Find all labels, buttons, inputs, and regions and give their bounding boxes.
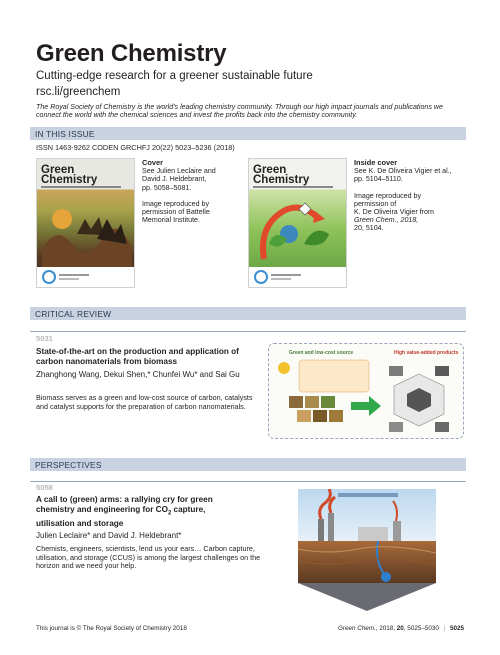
cover-line: See Julien Leclaire and bbox=[142, 167, 216, 176]
article-title[interactable]: A call to (green) arms: a rallying cry for green chemistry and engineering for $CO_2$ capture, utilisation and storage bbox=[36, 495, 213, 529]
footer-copyright: This journal is © The Royal Society of Chemistry 2018 bbox=[36, 625, 187, 632]
journal-url[interactable]: rsc.li/greenchem bbox=[36, 86, 121, 98]
cover-credit: Green Chem., 2018, bbox=[354, 216, 419, 225]
cover-credit: Memorial Institute. bbox=[142, 216, 200, 225]
section-rule bbox=[30, 481, 466, 482]
article-title[interactable]: State-of-the-art on the production and application of carbon nanomaterials from biomass bbox=[36, 347, 239, 366]
section-bar-perspectives bbox=[30, 458, 466, 471]
cover-image-1[interactable] bbox=[36, 158, 135, 288]
cover-caption-2 bbox=[354, 159, 452, 233]
footer-citation: Green Chem., 2018, 20, 5025–5030 | 5025 bbox=[337, 625, 464, 632]
cover-heading: Inside cover bbox=[354, 158, 398, 167]
article-number: 5031 bbox=[36, 334, 53, 343]
graphic-label-left: Green and low-cost source bbox=[289, 350, 354, 356]
cover-line: pp. 5104–5110. bbox=[354, 175, 403, 184]
cover-line: See K. De Oliveira Vigier et al., bbox=[354, 167, 452, 176]
cover-subline bbox=[41, 186, 121, 188]
cover-subline bbox=[253, 186, 333, 188]
intro-text: The Royal Society of Chemistry is the world's leading chemistry community. Through our high impact journals and publications we connect the world with the chemical sciences and invest the profits back into the chemistry community. bbox=[36, 103, 443, 120]
cover-credit: permission of bbox=[354, 199, 397, 208]
cover-caption-1 bbox=[142, 159, 216, 224]
graphic-label-right: High value-added products bbox=[394, 350, 459, 356]
biomass-graphic bbox=[269, 344, 465, 440]
article-authors: Zhanghong Wang, Dekui Shen,* Chunfei Wu* and Sai Gu bbox=[36, 370, 240, 379]
cover-credit: K. De Oliveira Vigier from bbox=[354, 208, 434, 217]
article-authors: Julien Leclaire* and David J. Heldebrant* bbox=[36, 531, 182, 540]
cover-heading: Cover bbox=[142, 158, 163, 167]
cover-credit: Image reproduced by bbox=[142, 199, 210, 208]
article-abstract: Chemists, engineers, scientists, lend us your ears… Carbon capture, utilisation, and storage (CCUS) is among the largest challenges on the horizon and we need your help. bbox=[36, 544, 261, 571]
cover-image-2[interactable] bbox=[248, 158, 347, 288]
ccus-graphic bbox=[298, 489, 436, 611]
section-bar-critical-review bbox=[30, 307, 466, 320]
cover-illustration bbox=[37, 189, 135, 288]
section-label: IN THIS ISSUE bbox=[35, 128, 95, 139]
journal-title: Green Chemistry bbox=[36, 40, 227, 67]
section-rule bbox=[30, 331, 466, 332]
article-abstract: Biomass serves as a green and low-cost source of carbon, catalysts and catalyst supports for the preparation of carbon nanomaterials. bbox=[36, 393, 253, 411]
cover-title: Green Chemistry bbox=[41, 164, 98, 186]
critical-review-graphic bbox=[268, 343, 464, 439]
cover-credit: 20, 5104. bbox=[354, 224, 384, 233]
issn-line: ISSN 1463-9262 CODEN GRCHFJ 20(22) 5023–5236 (2018) bbox=[36, 143, 235, 152]
section-bar-in-this-issue bbox=[30, 127, 466, 140]
cover-illustration bbox=[249, 189, 347, 288]
cover-line: pp. 5058–5081. bbox=[142, 183, 192, 192]
article-number: 5058 bbox=[36, 483, 53, 492]
cover-credit: permission of Battelle bbox=[142, 208, 210, 217]
section-label: PERSPECTIVES bbox=[35, 459, 102, 470]
section-label: CRITICAL REVIEW bbox=[35, 308, 112, 319]
cover-credit: Image reproduced by bbox=[354, 191, 422, 200]
page-number: 5025 bbox=[449, 625, 464, 632]
cover-line: David J. Heldebrant, bbox=[142, 175, 207, 184]
journal-tagline: Cutting-edge research for a greener sustainable future bbox=[36, 70, 313, 82]
perspectives-graphic bbox=[298, 489, 436, 611]
cover-title: Green Chemistry bbox=[253, 164, 310, 186]
